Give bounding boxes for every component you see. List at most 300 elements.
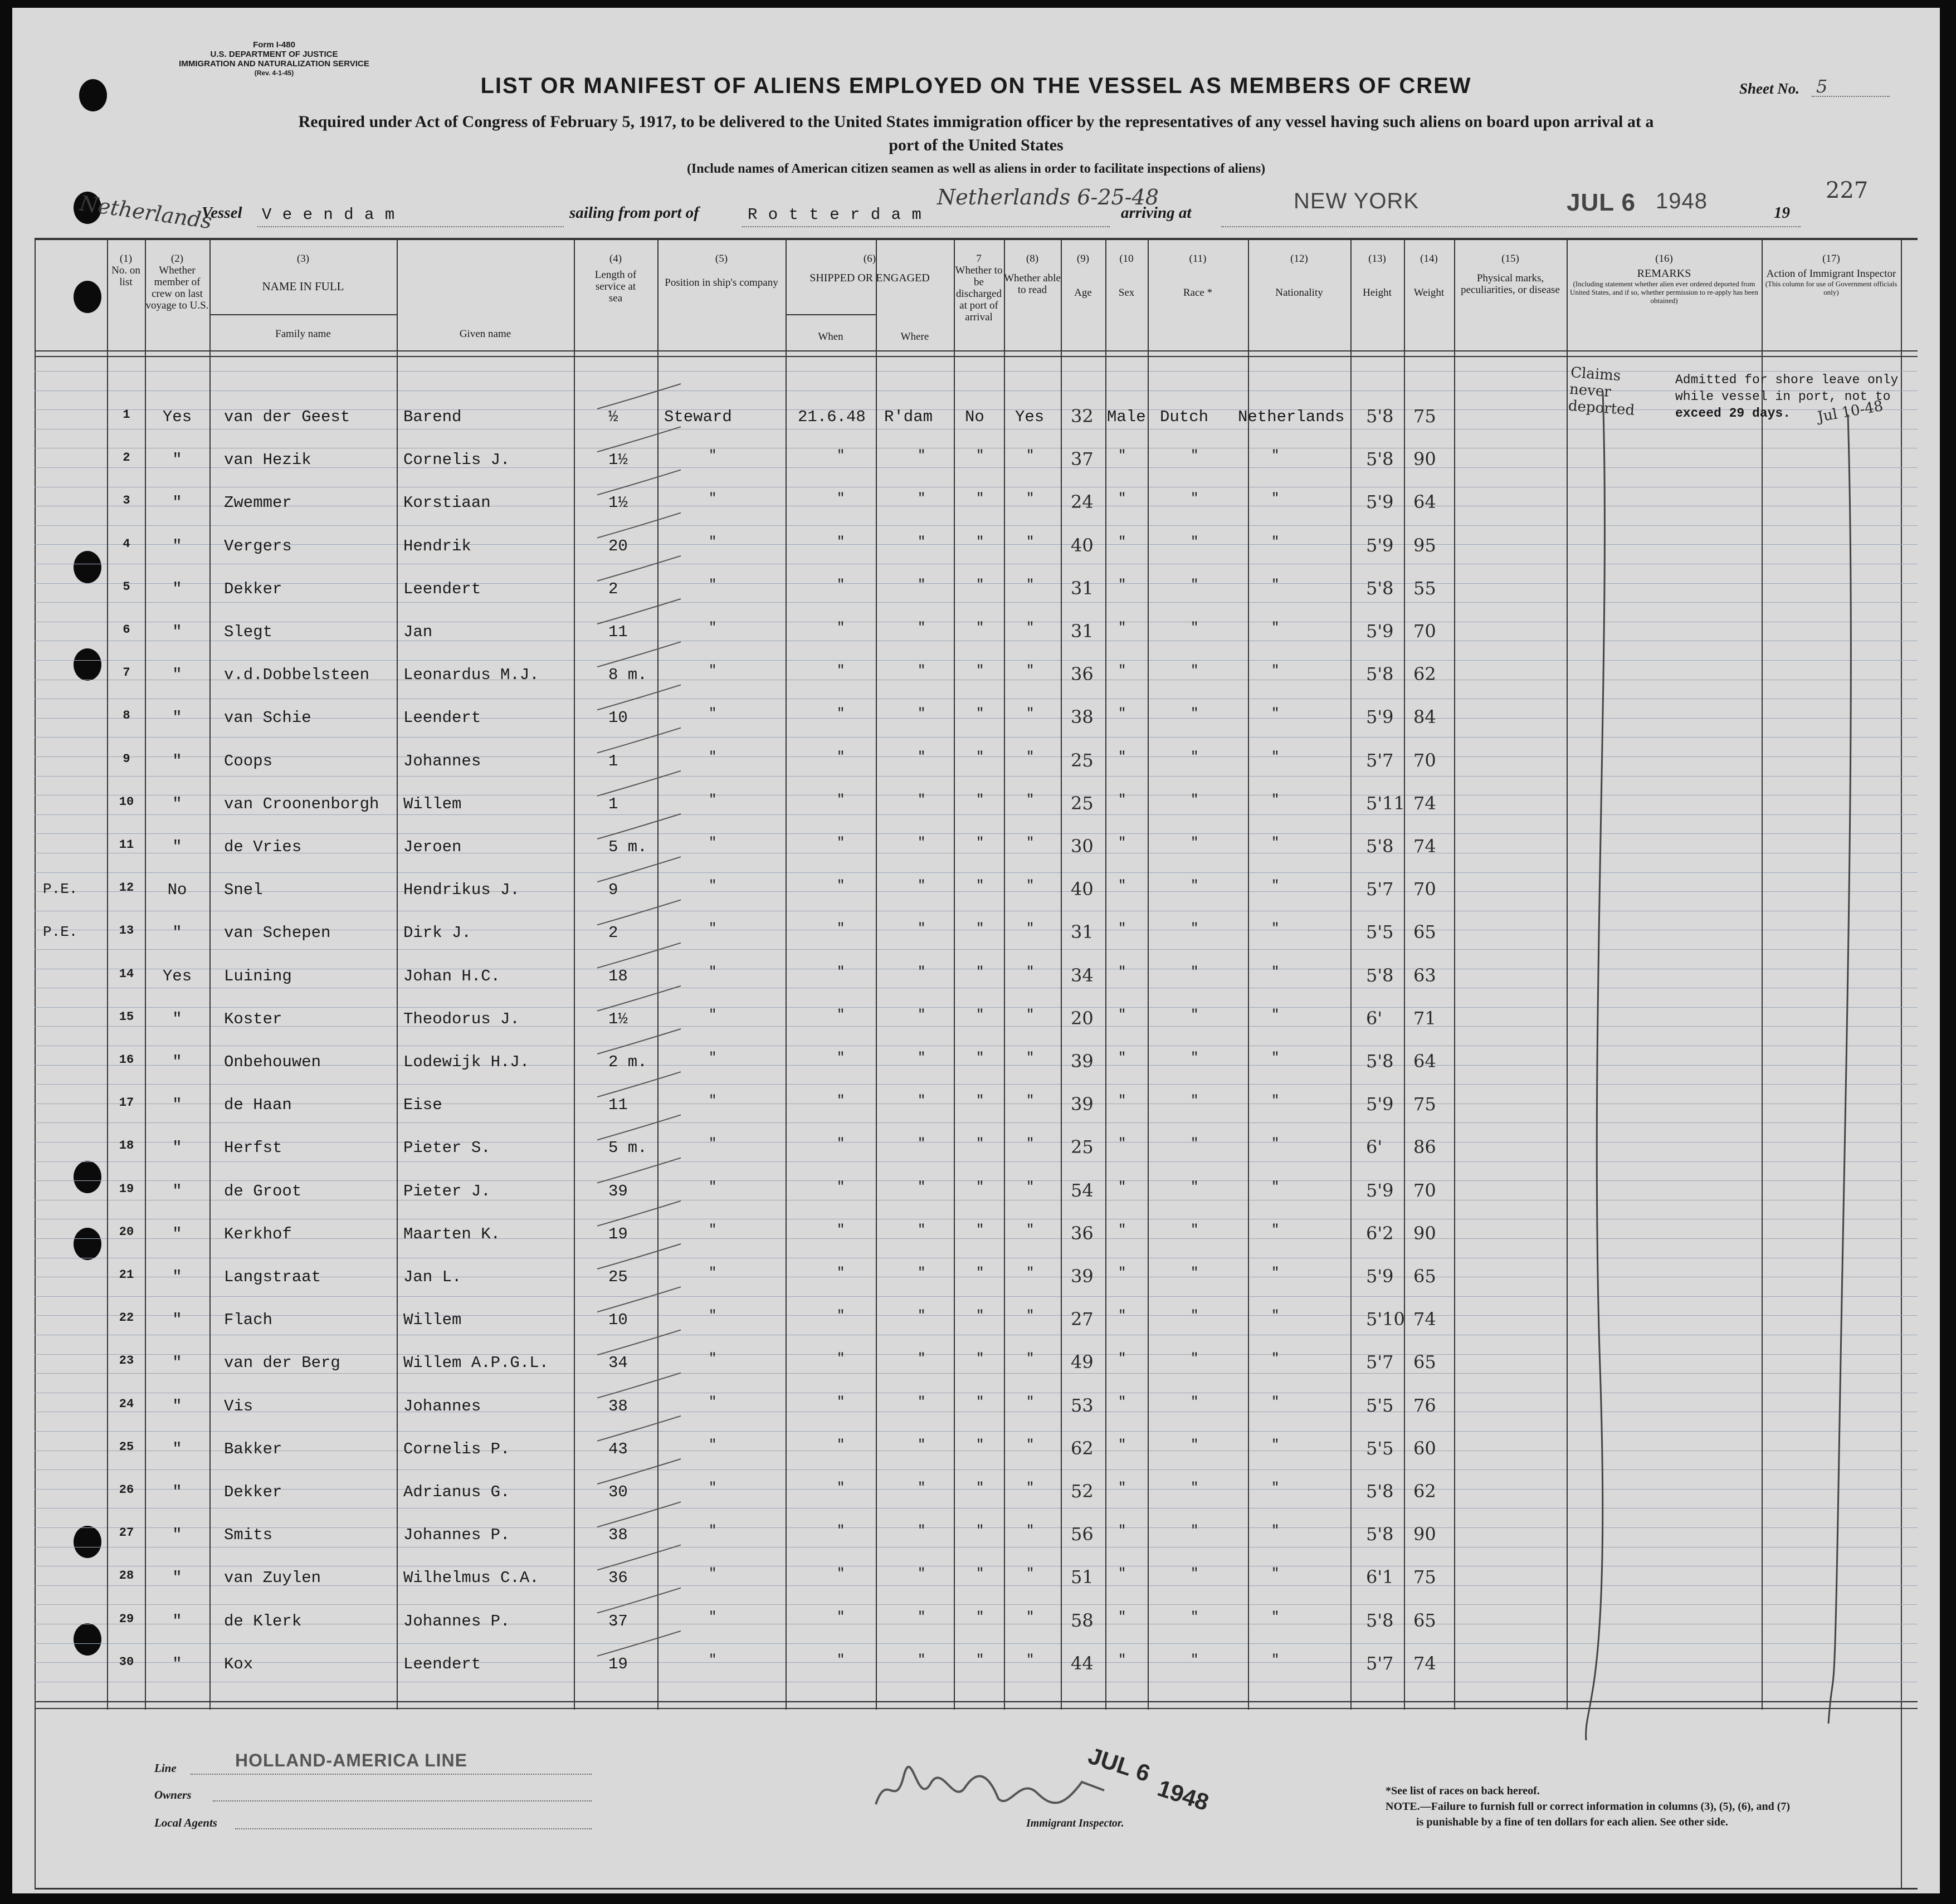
ditto-mark: " [1026, 878, 1035, 894]
cell-weight: 65 [1413, 1609, 1436, 1631]
ditto-mark: " [709, 1222, 717, 1238]
ditto-mark: " [837, 921, 845, 937]
cell-family: van der Geest [224, 408, 350, 426]
ditto-mark: " [1118, 1652, 1126, 1668]
ditto-mark: " [709, 1136, 717, 1152]
ditto-mark: " [918, 1222, 926, 1238]
cell-family: Kox [224, 1654, 253, 1673]
cell-last: " [172, 536, 182, 555]
cell-height: 5'11 [1366, 792, 1405, 814]
ditto-mark: " [709, 1051, 717, 1066]
cell-no: 11 [119, 838, 134, 852]
cell-age: 37 [1071, 448, 1094, 470]
ditto-mark: " [918, 1179, 926, 1195]
cell-weight: 65 [1413, 1266, 1436, 1287]
col-header-nationality: (12) Nationality [1275, 253, 1323, 299]
ditto-mark: " [837, 749, 845, 765]
ditto-mark: " [976, 1266, 984, 1281]
ditto-mark: " [709, 1566, 717, 1582]
ditto-mark: " [1271, 1179, 1280, 1195]
ditto-mark: " [1271, 706, 1280, 722]
ditto-mark: " [1271, 491, 1280, 507]
ditto-mark: " [976, 1309, 984, 1324]
cell-service: 1½ [608, 1009, 628, 1028]
cell-last: " [172, 1139, 182, 1158]
ditto-mark: " [918, 792, 926, 808]
cell-family: van der Berg [224, 1354, 340, 1373]
ditto-mark: " [1271, 1136, 1280, 1152]
ditto-mark: " [1026, 534, 1035, 550]
cell-weight: 55 [1413, 577, 1436, 599]
cell-age: 39 [1071, 1051, 1094, 1072]
cell-age: 32 [1071, 406, 1094, 427]
ditto-mark: " [1271, 1222, 1280, 1238]
ditto-mark: " [918, 663, 926, 679]
col-header-race: (11) Race * [1183, 253, 1213, 299]
col-header-when: When [818, 331, 843, 343]
cell-given: Jan [403, 623, 433, 641]
ditto-mark: " [837, 1437, 845, 1453]
ditto-mark: " [1026, 1179, 1035, 1195]
ditto-mark: " [1026, 1351, 1035, 1367]
ditto-mark: " [1191, 1222, 1199, 1238]
ditto-mark: " [976, 577, 984, 593]
ditto-mark: " [709, 1351, 717, 1367]
ditto-mark: " [837, 1566, 845, 1582]
cell-weight: 62 [1413, 663, 1436, 685]
cell-service: 10 [608, 709, 628, 728]
cell-age: 52 [1071, 1481, 1094, 1502]
ditto-mark: " [918, 921, 926, 937]
cell-service: 39 [608, 1182, 628, 1200]
ditto-mark: " [837, 448, 845, 464]
country-handwritten: Netherlands [78, 191, 214, 234]
cell-height: 5'7 [1366, 749, 1394, 771]
ditto-mark: " [837, 964, 845, 980]
cell-family: Dekker [224, 1483, 282, 1501]
col-header-physical: (15) Physical marks, peculiarities, or disease [1461, 253, 1560, 296]
races-note: *See list of races on back hereof. [1386, 1785, 1540, 1797]
sailing-label: sailing from port of [569, 204, 699, 222]
cell-weight: 84 [1413, 706, 1436, 728]
cell-no: 23 [119, 1354, 134, 1368]
col-header-shipped: (6) SHIPPED OR ENGAGED [809, 253, 930, 284]
cell-height: 5'9 [1366, 706, 1394, 728]
agents-label: Local Agents [154, 1816, 217, 1829]
ditto-mark: " [1191, 663, 1199, 679]
owners-label: Owners [154, 1788, 192, 1802]
cell-no: 15 [119, 1009, 134, 1024]
ditto-mark: " [976, 1051, 984, 1066]
ditto-mark: " [709, 706, 717, 722]
ditto-mark: " [1026, 1007, 1035, 1023]
ditto-mark: " [976, 1136, 984, 1152]
cell-given: Willem A.P.G.L. [403, 1354, 549, 1373]
ditto-mark: " [1271, 1266, 1280, 1281]
ditto-mark: " [1026, 1309, 1035, 1324]
cell-given: Johan H.C. [403, 966, 501, 985]
ditto-mark: " [1026, 1566, 1035, 1582]
col-header-service: (4) Length of service at sea [594, 253, 637, 304]
ditto-mark: " [918, 1093, 926, 1109]
cell-age: 24 [1071, 491, 1094, 513]
ditto-mark: " [1191, 921, 1199, 937]
ditto-mark: " [1026, 1481, 1035, 1496]
ditto-mark: " [1271, 1609, 1280, 1625]
cell-given: Johannes P. [403, 1612, 510, 1630]
ditto-mark: " [1271, 1524, 1280, 1539]
cell-no: 9 [123, 751, 130, 766]
ditto-mark: " [1191, 1394, 1199, 1410]
cell-no: 14 [119, 966, 134, 981]
ditto-mark: " [837, 878, 845, 894]
cell-last: " [172, 751, 182, 770]
cell-given: Dirk J. [403, 924, 471, 943]
row1-discharged: No [965, 408, 984, 426]
col-divider [1350, 239, 1352, 1710]
ditto-mark: " [1026, 1266, 1035, 1281]
ditto-mark: " [1118, 448, 1126, 464]
ditto-mark: " [1191, 534, 1199, 550]
cell-given: Adrianus G. [403, 1483, 510, 1501]
cell-weight: 90 [1413, 1222, 1436, 1244]
cell-family: de Vries [224, 838, 302, 856]
ditto-mark: " [1271, 878, 1280, 894]
arriving-port: NEW YORK [1294, 189, 1420, 213]
cell-age: 54 [1071, 1179, 1094, 1201]
cell-family: Smits [224, 1526, 273, 1545]
ditto-mark: " [918, 1394, 926, 1410]
cell-weight: 75 [1413, 406, 1436, 427]
ditto-mark: " [918, 448, 926, 464]
form-number: Form I-480 [253, 40, 295, 50]
ditto-mark: " [837, 1309, 845, 1324]
cell-family: Bakker [224, 1439, 282, 1458]
cell-age: 31 [1071, 921, 1094, 943]
cell-given: Johannes P. [403, 1526, 510, 1545]
ditto-mark: " [1191, 1609, 1199, 1625]
cell-height: 5'5 [1366, 1437, 1394, 1459]
ditto-mark: " [1118, 878, 1126, 894]
line-value: HOLLAND-AMERICA LINE [235, 1750, 467, 1770]
ditto-mark: " [1191, 792, 1199, 808]
cell-service: 37 [608, 1612, 628, 1630]
ditto-mark: " [976, 1179, 984, 1195]
cell-age: 51 [1071, 1566, 1094, 1588]
cell-weight: 95 [1413, 534, 1436, 556]
ditto-mark: " [976, 1652, 984, 1668]
cell-family: Vergers [224, 536, 292, 555]
ditto-mark: " [709, 836, 717, 851]
ditto-mark: " [918, 878, 926, 894]
ditto-mark: " [976, 921, 984, 937]
sheet-label: Sheet No. [1739, 80, 1799, 97]
ditto-mark: " [837, 1051, 845, 1066]
cell-last: " [172, 1224, 182, 1243]
col-divider [876, 239, 877, 1710]
ditto-mark: " [1026, 663, 1035, 679]
cell-family: van Croonenborgh [224, 794, 379, 813]
port-name: R o t t e r d a m [748, 206, 922, 224]
cell-age: 36 [1071, 1222, 1094, 1244]
cell-service: 30 [608, 1483, 628, 1501]
cell-height: 5'8 [1366, 448, 1394, 470]
cell-given: Lodewijk H.J. [403, 1053, 530, 1071]
cell-no: 7 [123, 666, 130, 680]
cell-last: " [172, 1439, 182, 1458]
pencil-lines [1567, 364, 1901, 1746]
col-divider [1004, 239, 1005, 1710]
form-header [146, 40, 402, 78]
ditto-mark: " [1191, 1179, 1199, 1195]
ditto-mark: " [1191, 836, 1199, 851]
cell-age: 38 [1071, 706, 1094, 728]
ditto-mark: " [1191, 1007, 1199, 1023]
cell-last: " [172, 1053, 182, 1071]
ditto-mark: " [1026, 621, 1035, 636]
cell-service: 1 [608, 794, 618, 813]
line-dots [191, 1774, 592, 1775]
ditto-mark: " [1026, 1051, 1035, 1066]
cell-mark: P.E. [43, 924, 78, 941]
cell-given: Barend [403, 408, 462, 426]
cell-last: " [172, 579, 182, 598]
cell-no: 13 [119, 924, 134, 938]
ditto-mark: " [709, 792, 717, 808]
cell-service: 43 [608, 1439, 628, 1458]
cell-height: 5'8 [1366, 1524, 1394, 1545]
cell-given: Leendert [403, 1654, 481, 1673]
ditto-mark: " [918, 1351, 926, 1367]
ditto-mark: " [1026, 577, 1035, 593]
punch-hole [74, 648, 101, 681]
cell-last: " [172, 1182, 182, 1200]
ditto-mark: " [1191, 706, 1199, 722]
col-header-height: (13) Height [1363, 253, 1392, 299]
ditto-mark: " [709, 534, 717, 550]
cell-age: 20 [1071, 1007, 1094, 1029]
ditto-mark: " [1026, 921, 1035, 937]
cell-last: " [172, 1397, 182, 1415]
row1-position: Steward [664, 408, 732, 426]
cell-no: 20 [119, 1224, 134, 1239]
ditto-mark: " [1118, 964, 1126, 980]
vessel-label: Vessel [202, 204, 242, 222]
ditto-mark: " [1271, 1051, 1280, 1066]
col-divider [397, 239, 398, 1710]
cell-no: 12 [119, 881, 134, 895]
subtitle: Required under Act of Congress of February 5, 1917, to be delivered to the United States immigration officer by the representatives of any vessel having such aliens on board upon arrival at a [298, 113, 1654, 131]
cell-service: 1½ [608, 494, 628, 512]
cell-given: Theodorus J. [403, 1009, 520, 1028]
ditto-mark: " [1271, 792, 1280, 808]
ditto-mark: " [1026, 1437, 1035, 1453]
cell-weight: 64 [1413, 491, 1436, 513]
ditto-mark: " [976, 1394, 984, 1410]
punch-hole [74, 1526, 101, 1558]
cell-last: " [172, 709, 182, 728]
cell-last: " [172, 494, 182, 512]
ditto-mark: " [1026, 491, 1035, 507]
ditto-mark: " [918, 1524, 926, 1539]
manifest-number: 227 [1826, 178, 1869, 203]
punch-hole [74, 1161, 101, 1193]
ditto-mark: " [1271, 663, 1280, 679]
cell-service: 2 [608, 924, 618, 943]
footer-date-stamp: JUL 6 [1085, 1742, 1154, 1787]
cell-weight: 74 [1413, 836, 1436, 857]
cell-service: 10 [608, 1311, 628, 1330]
action-handwritten: Jul 10-48 [1816, 397, 1885, 426]
ditto-mark: " [1118, 534, 1126, 550]
sheet-right-border [1901, 238, 1902, 1890]
col-divider [1148, 239, 1149, 1710]
row1-sex: Male [1107, 408, 1146, 426]
ditto-mark: " [918, 1136, 926, 1152]
cell-last: " [172, 794, 182, 813]
ditto-mark: " [709, 1437, 717, 1453]
cell-last: " [172, 1483, 182, 1501]
cell-age: 62 [1071, 1437, 1094, 1459]
page-title: LIST OR MANIFEST OF ALIENS EMPLOYED ON THE VESSEL AS MEMBERS OF CREW [480, 74, 1472, 98]
ditto-mark: " [1026, 964, 1035, 980]
ditto-mark: " [976, 878, 984, 894]
cell-no: 1 [123, 408, 130, 422]
ditto-mark: " [1191, 1351, 1199, 1367]
col-header-where: Where [900, 331, 929, 343]
ditto-mark: " [1118, 1394, 1126, 1410]
arriving-label: arriving at [1121, 204, 1192, 222]
cell-last: " [172, 666, 182, 685]
ditto-mark: " [1118, 1481, 1126, 1496]
cell-family: Koster [224, 1009, 282, 1028]
cell-family: v.d.Dobbelsteen [224, 666, 370, 685]
ditto-mark: " [1191, 1136, 1199, 1152]
col-divider [1105, 239, 1106, 1710]
cell-service: 11 [608, 1096, 628, 1115]
ditto-mark: " [1271, 1093, 1280, 1109]
ditto-mark: " [1118, 577, 1126, 593]
cell-age: 34 [1071, 964, 1094, 986]
cell-height: 5'9 [1366, 1179, 1394, 1201]
ditto-mark: " [1118, 1437, 1126, 1453]
ditto-mark: " [976, 1093, 984, 1109]
punch-hole [74, 1228, 101, 1260]
ditto-mark: " [837, 1007, 845, 1023]
cell-weight: 74 [1413, 792, 1436, 814]
cell-no: 5 [123, 579, 130, 594]
ditto-mark: " [837, 1222, 845, 1238]
cell-last: " [172, 1569, 182, 1588]
ditto-mark: " [1191, 1093, 1199, 1109]
cell-weight: 62 [1413, 1481, 1436, 1502]
punch-hole [74, 1623, 101, 1656]
owners-dots [213, 1800, 592, 1802]
cell-given: Pieter J. [403, 1182, 491, 1200]
ditto-mark: " [1271, 534, 1280, 550]
cell-age: 31 [1071, 621, 1094, 642]
ditto-mark: " [976, 1437, 984, 1453]
remarks-typed-3: exceed 29 days. [1675, 406, 1791, 421]
ditto-mark: " [1191, 577, 1199, 593]
cell-weight: 90 [1413, 1524, 1436, 1545]
cell-family: Coops [224, 751, 273, 770]
ditto-mark: " [918, 1051, 926, 1066]
cell-weight: 70 [1413, 749, 1436, 771]
include-note: (Include names of American citizen seamen as well as aliens in order to facilitate inspections of aliens) [686, 162, 1266, 176]
ditto-mark: " [918, 1609, 926, 1625]
col-header-discharged: 7 Whether to be discharged at port of arrival [955, 253, 1003, 323]
ditto-mark: " [709, 577, 717, 593]
cell-height: 5'8 [1366, 1481, 1394, 1502]
cell-last: " [172, 1526, 182, 1545]
punch-hole [74, 281, 101, 313]
ditto-mark: " [976, 491, 984, 507]
ditto-mark: " [1118, 1136, 1126, 1152]
ditto-mark: " [1026, 448, 1035, 464]
cell-no: 30 [119, 1654, 134, 1669]
ditto-mark: " [1026, 1222, 1035, 1238]
cell-height: 6'2 [1366, 1222, 1394, 1244]
sheet-bottom-border [35, 1888, 1918, 1890]
ditto-mark: " [1118, 1266, 1126, 1281]
col-divider [1061, 239, 1062, 1710]
ditto-mark: " [837, 1652, 845, 1668]
ditto-mark: " [709, 448, 717, 464]
cell-family: Herfst [224, 1139, 282, 1158]
ditto-mark: " [1271, 1566, 1280, 1582]
ditto-mark: " [1118, 749, 1126, 765]
remarks-handwritten: Claims never deported [1568, 364, 1636, 419]
ditto-mark: " [1191, 749, 1199, 765]
ditto-mark: " [1191, 448, 1199, 464]
remarks-typed-2: while vessel in port, not to [1675, 389, 1891, 404]
cell-height: 6'1 [1366, 1566, 1394, 1588]
cell-service: 36 [608, 1569, 628, 1588]
ditto-mark: " [918, 1652, 926, 1668]
ditto-mark: " [837, 1481, 845, 1496]
cell-given: Jeroen [403, 838, 462, 856]
cell-service: 19 [608, 1654, 628, 1673]
ditto-mark: " [1026, 836, 1035, 851]
agents-dots [235, 1828, 592, 1829]
cell-service: 38 [608, 1526, 628, 1545]
manifest-sheet [12, 8, 1940, 1893]
cell-no: 21 [119, 1268, 134, 1282]
cell-height: 6' [1366, 1007, 1383, 1029]
ditto-mark: " [709, 663, 717, 679]
row1-where: R'dam [884, 408, 933, 426]
ditto-mark: " [837, 1093, 845, 1109]
cell-no: 18 [119, 1139, 134, 1153]
cell-given: Hendrikus J. [403, 881, 520, 900]
service-tick-marks [575, 375, 686, 1712]
ditto-mark: " [1118, 1222, 1126, 1238]
ditto-mark: " [709, 1007, 717, 1023]
ditto-mark: " [918, 749, 926, 765]
ditto-mark: " [918, 577, 926, 593]
year-label: 19 [1774, 204, 1790, 222]
cell-family: Slegt [224, 623, 273, 641]
ditto-mark: " [709, 921, 717, 937]
ditto-mark: " [709, 1266, 717, 1281]
ditto-mark: " [837, 1266, 845, 1281]
cell-no: 22 [119, 1311, 134, 1325]
cell-weight: 74 [1413, 1652, 1436, 1674]
ditto-mark: " [709, 1524, 717, 1539]
note-text-2: is punishable by a fine of ten dollars for each alien. See other side. [1416, 1816, 1728, 1828]
cell-service: 34 [608, 1354, 628, 1373]
